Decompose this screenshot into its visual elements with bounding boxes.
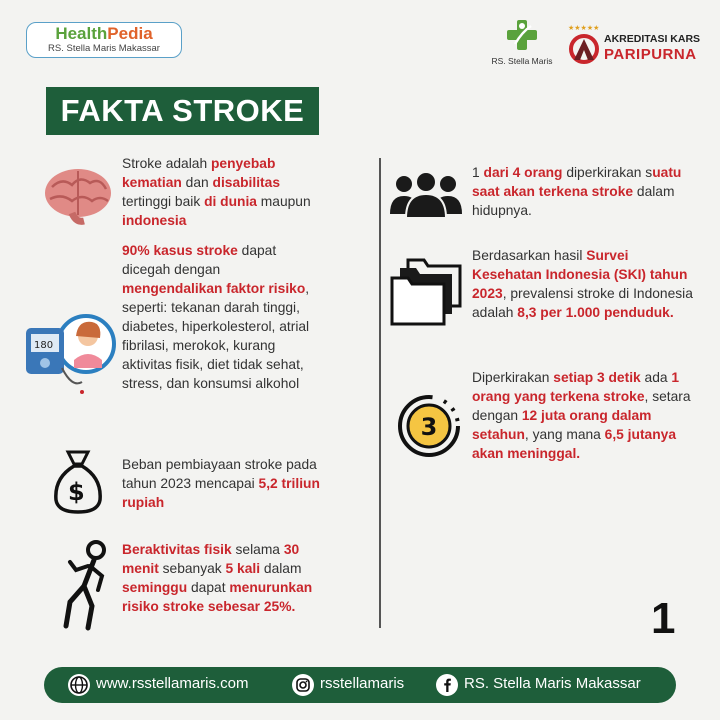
timer-number: 3 bbox=[420, 413, 438, 441]
seg: maupun bbox=[256, 194, 311, 209]
seg: dari 4 orang bbox=[483, 165, 563, 180]
seg: Beban pembiayaan stroke pada tahun 2023 mencapai bbox=[122, 457, 317, 491]
fact-lifetime-risk bbox=[472, 163, 697, 220]
seg: , prevalensi stroke di Indonesia adalah bbox=[472, 286, 693, 320]
money-bag-icon bbox=[50, 448, 106, 516]
column-divider bbox=[379, 158, 381, 628]
seg: seminggu bbox=[122, 580, 188, 595]
globe-icon bbox=[68, 674, 90, 696]
seg: 8,3 per 1.000 penduduk. bbox=[517, 305, 674, 320]
seg: Berdasarkan hasil bbox=[472, 248, 587, 263]
facebook-link[interactable]: RS. Stella Maris Makassar bbox=[464, 675, 641, 692]
svg-text:★★★★★: ★★★★★ bbox=[568, 24, 600, 32]
seg: selama bbox=[231, 542, 284, 557]
seg: tertinggi baik bbox=[122, 194, 205, 209]
seg: 30 menit bbox=[122, 542, 300, 576]
svg-text:$: $ bbox=[68, 478, 85, 506]
folders-icon bbox=[390, 256, 466, 326]
stella-maris-logo bbox=[489, 18, 555, 68]
seg: 90% kasus stroke bbox=[122, 243, 238, 258]
fact-cost-burden bbox=[122, 455, 322, 512]
footer-bar bbox=[44, 667, 676, 703]
healthpedia-logo bbox=[26, 22, 182, 58]
seg: Stroke adalah bbox=[122, 156, 211, 171]
seg: 5 kali bbox=[225, 561, 261, 576]
blood-pressure-monitor-icon bbox=[22, 308, 120, 398]
seg: Survei Kesehatan Indonesia (SKI) tahun 2023 bbox=[472, 248, 688, 301]
kars-line1: AKREDITASI KARS bbox=[604, 33, 701, 45]
fact-prevention bbox=[122, 241, 322, 393]
seg: indonesia bbox=[122, 213, 187, 228]
seg: 6,5 jutanya akan meninggal. bbox=[472, 427, 676, 461]
seg: , setara dengan bbox=[472, 389, 691, 423]
kars-accreditation-logo bbox=[566, 22, 706, 66]
page-number: 1 bbox=[651, 594, 676, 643]
seg: 12 juta orang dalam setahun bbox=[472, 408, 652, 442]
seg: disabilitas bbox=[212, 175, 280, 190]
seg: , seperti: tekanan darah tinggi, diabetes, hiperkolesterol, atrial fibrilasi, merokok, kurang aktivitas fisik, diet tidak sehat, stress, dan konsumsi alkohol bbox=[122, 281, 310, 391]
instagram-link[interactable]: rsstellamaris bbox=[320, 675, 405, 692]
seg: diperkirakan s bbox=[562, 165, 653, 180]
seg: , yang mana bbox=[524, 427, 605, 442]
fact-ski-prevalence bbox=[472, 246, 697, 322]
stella-maris-emblem-icon bbox=[505, 18, 539, 54]
seg: setiap 3 detik bbox=[553, 370, 641, 385]
seg: dapat bbox=[187, 580, 230, 595]
seg: di dunia bbox=[204, 194, 257, 209]
page-title: FAKTA STROKE bbox=[46, 87, 319, 135]
seg: 5,2 triliun rupiah bbox=[122, 476, 320, 510]
fact-physical-activity bbox=[122, 540, 327, 616]
seg: dan bbox=[181, 175, 213, 190]
seg: dalam bbox=[260, 561, 302, 576]
seg: sebanyak bbox=[158, 561, 226, 576]
seg: 1 orang yang terkena stroke bbox=[472, 370, 680, 404]
fact-stroke-cause bbox=[122, 154, 322, 230]
bp-display-value: 180 bbox=[34, 340, 54, 351]
seg: mengendalikan faktor risiko bbox=[122, 281, 306, 296]
brain-icon bbox=[42, 165, 114, 225]
fact-every-3-seconds bbox=[472, 368, 700, 463]
healthpedia-wordmark: HealthPedia bbox=[55, 24, 153, 43]
facebook-icon bbox=[436, 674, 458, 696]
seg: uatu saat akan terkena stroke bbox=[472, 165, 682, 199]
seg: dalam hidupnya. bbox=[472, 184, 675, 218]
timer-icon bbox=[396, 393, 462, 459]
kars-emblem-icon bbox=[566, 22, 604, 66]
kars-line2: PARIPURNA bbox=[604, 46, 697, 63]
seg: ada bbox=[640, 370, 672, 385]
seg: menurunkan risiko stroke sebesar 25%. bbox=[122, 580, 313, 614]
website-link[interactable]: www.rsstellamaris.com bbox=[96, 675, 249, 692]
people-group-icon bbox=[390, 170, 462, 220]
healthpedia-subtitle: RS. Stella Maris Makassar bbox=[48, 43, 160, 54]
seg: 1 bbox=[472, 165, 484, 180]
physical-activity-icon bbox=[58, 540, 110, 632]
seg: penyebab kematian bbox=[122, 156, 276, 190]
seg: Beraktivitas fisik bbox=[122, 542, 232, 557]
seg: dapat dicegah dengan bbox=[122, 243, 277, 277]
seg: Diperkirakan bbox=[472, 370, 554, 385]
stella-maris-logo-text: RS. Stella Maris bbox=[491, 56, 553, 66]
instagram-icon bbox=[292, 674, 314, 696]
